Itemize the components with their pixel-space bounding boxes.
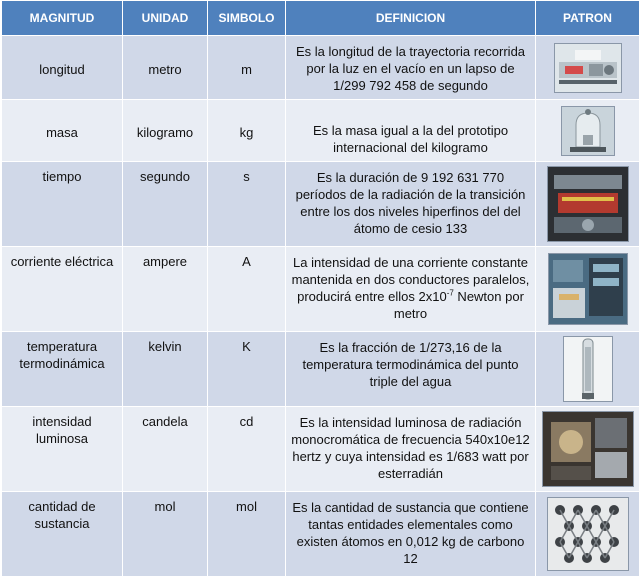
kilogram-prototype-photo-icon [561,106,615,156]
definicion-cell: Es la fracción de 1/273,16 de la temperatura termodinámica del punto triple del agua [286,332,536,407]
table-row [2,247,640,332]
simbolo-cell: A [208,247,286,332]
simbolo-cell: mol [208,492,286,577]
laser-apparatus-photo-icon [554,43,622,93]
definicion-cell: Es la longitud de la trayectoria recorrida por la luz en el vacío en un lapso de 1/299 792 458 de segundo [286,36,536,100]
simbolo-cell: K [208,332,286,407]
carbon-lattice-photo-icon [547,497,629,571]
magnitud-cell: tiempo [2,162,123,247]
header-patron: PATRON [536,1,640,36]
unidad-cell: kelvin [123,332,208,407]
simbolo-cell: s [208,162,286,247]
definicion-text-end: Newton por metro [393,289,524,321]
magnitud-cell: masa [2,100,123,162]
patron-cell [536,492,640,577]
definicion-cell: Es la cantidad de sustancia que contiene tantas entidades elementales como existen átomos en 0,012 kg de carbono 12 [286,492,536,577]
unidad-cell: metro [123,36,208,100]
unidad-cell: segundo [123,162,208,247]
unidad-cell: mol [123,492,208,577]
definicion-cell [286,247,536,332]
header-definicion: DEFINICION [286,1,536,36]
table-row [2,492,640,577]
simbolo-cell: cd [208,407,286,492]
unidad-cell: candela [123,407,208,492]
patron-cell [536,407,640,492]
magnitud-cell: temperatura termodinámica [2,332,123,407]
header-row [2,1,640,36]
patron-cell [536,36,640,100]
patron-cell [536,247,640,332]
header-unidad: UNIDAD [123,1,208,36]
photometer-photo-icon [542,411,634,487]
table-row [2,36,640,100]
magnitud-cell: corriente eléctrica [2,247,123,332]
table-row [2,100,640,162]
table-row [2,162,640,247]
simbolo-cell: kg [208,100,286,162]
patron-cell [536,100,640,162]
definicion-cell: Es la intensidad luminosa de radiación monocromática de frecuencia 540x10e12 hertz y cuya intensidad es 1/683 watt por esterradián [286,407,536,492]
definicion-text: La intensidad de una corriente constante mantenida en dos conductores paralelos, producirá entre ellos 2x10 [291,255,530,304]
cesium-clock-photo-icon [547,166,629,242]
patron-cell [536,332,640,407]
exponent: -7 [446,288,454,298]
magnitud-cell: longitud [2,36,123,100]
triple-point-cell-photo-icon [563,336,613,402]
definicion-cell: Es la duración de 9 192 631 770 períodos de la radiación de la transición entre los dos niveles hiperfinos del del átomo de cesio 133 [286,162,536,247]
table-row [2,332,640,407]
table-row [2,407,640,492]
magnitud-cell: intensidad luminosa [2,407,123,492]
magnitud-cell: cantidad de sustancia [2,492,123,577]
header-simbolo: SIMBOLO [208,1,286,36]
current-balance-photo-icon [548,253,628,325]
definicion-cell: Es la masa igual a la del prototipo internacional del kilogramo [286,100,536,162]
si-units-table [1,0,640,577]
patron-cell [536,162,640,247]
unidad-cell: ampere [123,247,208,332]
simbolo-cell: m [208,36,286,100]
header-magnitud: MAGNITUD [2,1,123,36]
unidad-cell: kilogramo [123,100,208,162]
